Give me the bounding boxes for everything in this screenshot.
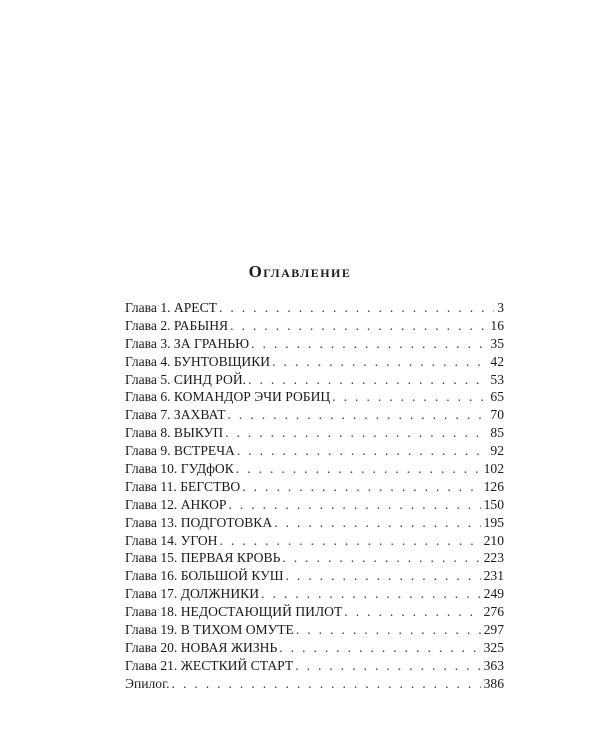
toc-entry-label: Глава 6. КОМАНДОР ЭЧИ РОБИЦ (125, 389, 331, 405)
toc-entry-page: 126 (483, 478, 504, 494)
toc-entry[interactable] (125, 675, 504, 693)
toc-entry-page: 249 (483, 586, 504, 602)
toc-entry-page: 16 (490, 317, 504, 333)
toc-entry[interactable] (125, 585, 504, 603)
toc-leader-dots (172, 675, 481, 693)
toc-entry-page: 92 (490, 443, 504, 459)
toc-entry-label: Глава 21. ЖЕСТКИЙ СТАРТ (125, 657, 294, 673)
toc-entry[interactable] (125, 299, 504, 317)
toc-entry[interactable] (125, 442, 504, 460)
toc-entry[interactable] (125, 496, 504, 514)
toc-entry-label: Глава 20. НОВАЯ ЖИЗНЬ (125, 639, 278, 655)
toc-entry-page: 276 (483, 604, 504, 620)
toc-entry[interactable] (125, 567, 504, 585)
toc-entry-label: Глава 17. ДОЛЖНИКИ (125, 586, 260, 602)
toc-leader-dots (237, 442, 488, 460)
toc-entry-label: Глава 3. ЗА ГРАНЬЮ (125, 335, 250, 351)
toc-leader-dots (251, 335, 487, 353)
toc-leader-dots (230, 317, 487, 335)
toc-leader-dots (236, 460, 481, 478)
toc-entry-label: Глава 15. ПЕРВАЯ КРОВЬ (125, 550, 281, 566)
toc-entry-label: Эпилог. (125, 675, 170, 691)
toc-leader-dots (219, 299, 494, 317)
toc-entry-label: Глава 19. В ТИХОМ ОМУТЕ (125, 622, 294, 638)
toc-entry-page: 70 (490, 407, 504, 423)
toc-leader-dots (332, 388, 487, 406)
toc-entry-page: 223 (483, 550, 504, 566)
toc-entry-label: Глава 12. АНКОР (125, 496, 227, 512)
toc-entry-page: 210 (483, 532, 504, 548)
toc-leader-dots (344, 603, 480, 621)
toc-entry-page: 42 (490, 353, 504, 369)
toc-entry-page: 3 (497, 300, 504, 315)
toc-leader-dots (296, 621, 481, 639)
toc-entry-page: 386 (483, 675, 504, 691)
toc-entry-label: Глава 9. ВСТРЕЧА (125, 443, 235, 459)
toc-entry[interactable] (125, 514, 504, 532)
toc-entry-label: Глава 8. ВЫКУП (125, 425, 224, 441)
toc-entry-label: Глава 11. БЕГСТВО (125, 478, 241, 494)
toc-entry[interactable] (125, 603, 504, 621)
toc-leader-dots (248, 371, 487, 389)
toc-entry[interactable] (125, 549, 504, 567)
toc-entry-label: Глава 16. БОЛЬШОЙ КУШ (125, 568, 284, 584)
toc-entry[interactable] (125, 371, 504, 389)
toc-leader-dots (285, 567, 480, 585)
toc-entry[interactable] (125, 460, 504, 478)
toc-entry[interactable] (125, 478, 504, 496)
toc-leader-dots (295, 657, 480, 675)
toc-entry-page: 297 (483, 622, 504, 638)
toc-entry-page: 65 (490, 389, 504, 405)
toc-entry-label: Глава 18. НЕДОСТАЮЩИЙ ПИЛОТ (125, 604, 343, 620)
toc-leader-dots (228, 496, 480, 514)
toc-entry-page: 150 (483, 496, 504, 512)
toc-leader-dots (274, 514, 480, 532)
toc-entry-page: 102 (483, 461, 504, 477)
toc-entry-label: Глава 10. ГУДфОК (125, 461, 234, 477)
toc-entry-page: 195 (483, 514, 504, 530)
toc-list (125, 299, 504, 693)
toc-entry[interactable] (125, 532, 504, 550)
toc-entry-label: Глава 7. ЗАХВАТ (125, 407, 226, 423)
toc-entry-page: 325 (483, 639, 504, 655)
toc-title: Оглавление (248, 262, 352, 281)
toc-entry-page: 35 (490, 335, 504, 351)
toc-entry[interactable] (125, 657, 504, 675)
toc-entry-page: 53 (490, 371, 504, 387)
toc-entry-label: Глава 14. УГОН (125, 532, 218, 548)
toc-entry-page: 85 (490, 425, 504, 441)
toc-leader-dots (282, 549, 480, 567)
toc-entry-label: Глава 13. ПОДГОТОВКА (125, 514, 273, 530)
toc-entry[interactable] (125, 353, 504, 371)
toc-leader-dots (279, 639, 480, 657)
toc-entry[interactable] (125, 317, 504, 335)
toc-leader-dots (225, 424, 487, 442)
toc-entry[interactable] (125, 639, 504, 657)
toc-entry-page: 231 (483, 568, 504, 584)
toc-entry-label: Глава 2. РАБЫНЯ (125, 317, 229, 333)
toc-entry-label: Глава 1. АРЕСТ (125, 300, 217, 315)
toc-leader-dots (242, 478, 480, 496)
toc-entry-page: 363 (483, 657, 504, 673)
toc-leader-dots (272, 353, 487, 371)
toc-entry-label: Глава 4. БУНТОВЩИКИ (125, 353, 271, 369)
toc-leader-dots (220, 532, 481, 550)
toc-leader-dots (261, 585, 481, 603)
toc-leader-dots (228, 406, 488, 424)
toc-entry[interactable] (125, 406, 504, 424)
toc-entry[interactable] (125, 621, 504, 639)
toc-entry[interactable] (125, 388, 504, 406)
toc-entry[interactable] (125, 424, 504, 442)
toc-entry[interactable] (125, 335, 504, 353)
toc-entry-label: Глава 5. СИНД РОЙ. (125, 371, 247, 387)
